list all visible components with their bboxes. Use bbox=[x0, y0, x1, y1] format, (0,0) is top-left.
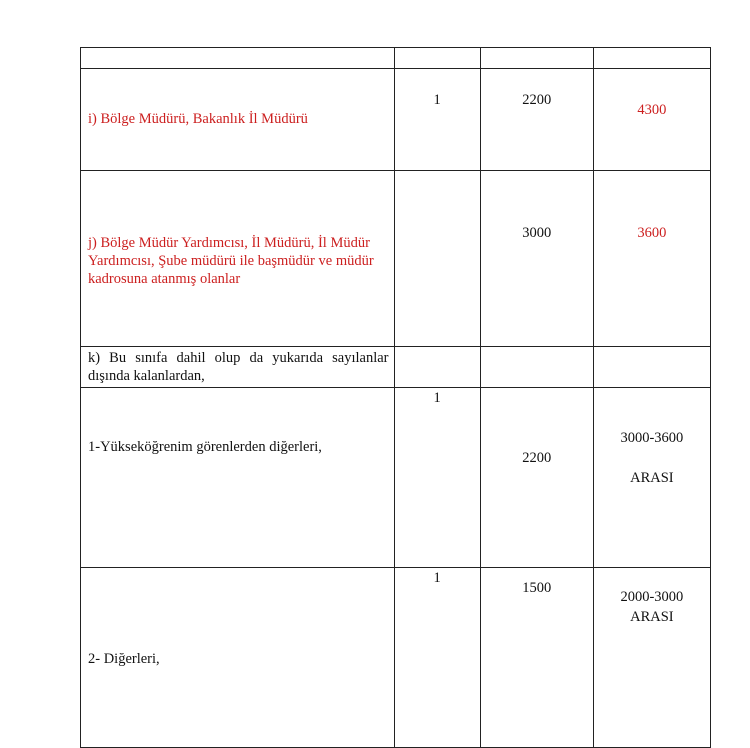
row-j-col-a-cell bbox=[395, 171, 480, 347]
row-j-col-c-cell bbox=[593, 171, 710, 347]
staff-grade-table bbox=[80, 47, 711, 748]
header-cell bbox=[81, 48, 395, 69]
row-k2-col-b-cell bbox=[480, 568, 593, 748]
row-j-col-c-value: 3600 bbox=[637, 225, 667, 241]
row-i-col-b-value: 2200 bbox=[522, 92, 552, 108]
table-row bbox=[81, 69, 711, 171]
row-k1-col-c-label: ARASI bbox=[630, 470, 674, 486]
row-k-description-cell bbox=[81, 347, 395, 388]
table-row bbox=[81, 388, 711, 568]
row-k2-col-a-value: 1 bbox=[433, 570, 441, 586]
row-j-col-b-cell bbox=[480, 171, 593, 347]
row-k1-col-a-value: 1 bbox=[433, 390, 441, 406]
row-i-col-c-cell bbox=[593, 69, 710, 171]
row-j-description: j) Bölge Müdür Yardımcısı, İl Müdürü, İl Müdür Yardımcısı, Şube müdürü ile başmüdür ve müdür kadrosuna atanmış olanlar bbox=[88, 235, 374, 287]
header-cell bbox=[480, 48, 593, 69]
table-row bbox=[81, 347, 711, 388]
header-cell bbox=[593, 48, 710, 69]
row-k-col-c-cell bbox=[593, 347, 710, 388]
row-k2-col-a-cell bbox=[395, 568, 480, 748]
table-row bbox=[81, 171, 711, 347]
row-i-col-b-cell bbox=[480, 69, 593, 171]
table-row bbox=[81, 568, 711, 748]
document-table-container bbox=[80, 47, 711, 747]
row-k2-col-c-label: ARASI bbox=[630, 609, 674, 625]
row-k1-description: 1-Yükseköğrenim görenlerden diğerleri, bbox=[88, 439, 322, 455]
row-k1-col-b-value: 2200 bbox=[522, 450, 552, 466]
row-i-description: i) Bölge Müdürü, Bakanlık İl Müdürü bbox=[88, 111, 308, 127]
row-i-description-cell bbox=[81, 69, 395, 171]
row-j-col-b-value: 3000 bbox=[522, 225, 552, 241]
row-k2-col-b-value: 1500 bbox=[522, 580, 552, 596]
row-i-col-c-value: 4300 bbox=[637, 102, 667, 118]
row-k2-description-cell bbox=[81, 568, 395, 748]
row-j-description-cell bbox=[81, 171, 395, 347]
row-k2-col-c-range: 2000-3000 bbox=[620, 589, 684, 605]
row-k2-col-c-cell bbox=[593, 568, 710, 748]
row-i-col-a-value: 1 bbox=[433, 92, 441, 108]
row-k1-description-cell bbox=[81, 388, 395, 568]
table-header-row bbox=[81, 48, 711, 69]
row-k2-description: 2- Diğerleri, bbox=[88, 651, 160, 667]
row-i-col-a-cell bbox=[395, 69, 480, 171]
row-k1-col-b-cell bbox=[480, 388, 593, 568]
header-cell bbox=[395, 48, 480, 69]
row-k1-col-c-range: 3000-3600 bbox=[620, 430, 684, 446]
row-k-col-a-cell bbox=[395, 347, 480, 388]
row-k1-col-c-cell bbox=[593, 388, 710, 568]
row-k1-col-a-cell bbox=[395, 388, 480, 568]
row-k-col-b-cell bbox=[480, 347, 593, 388]
row-k-description: k) Bu sınıfa dahil olup da yukarıda sayılanlar dışında kalanlardan, bbox=[88, 350, 389, 384]
